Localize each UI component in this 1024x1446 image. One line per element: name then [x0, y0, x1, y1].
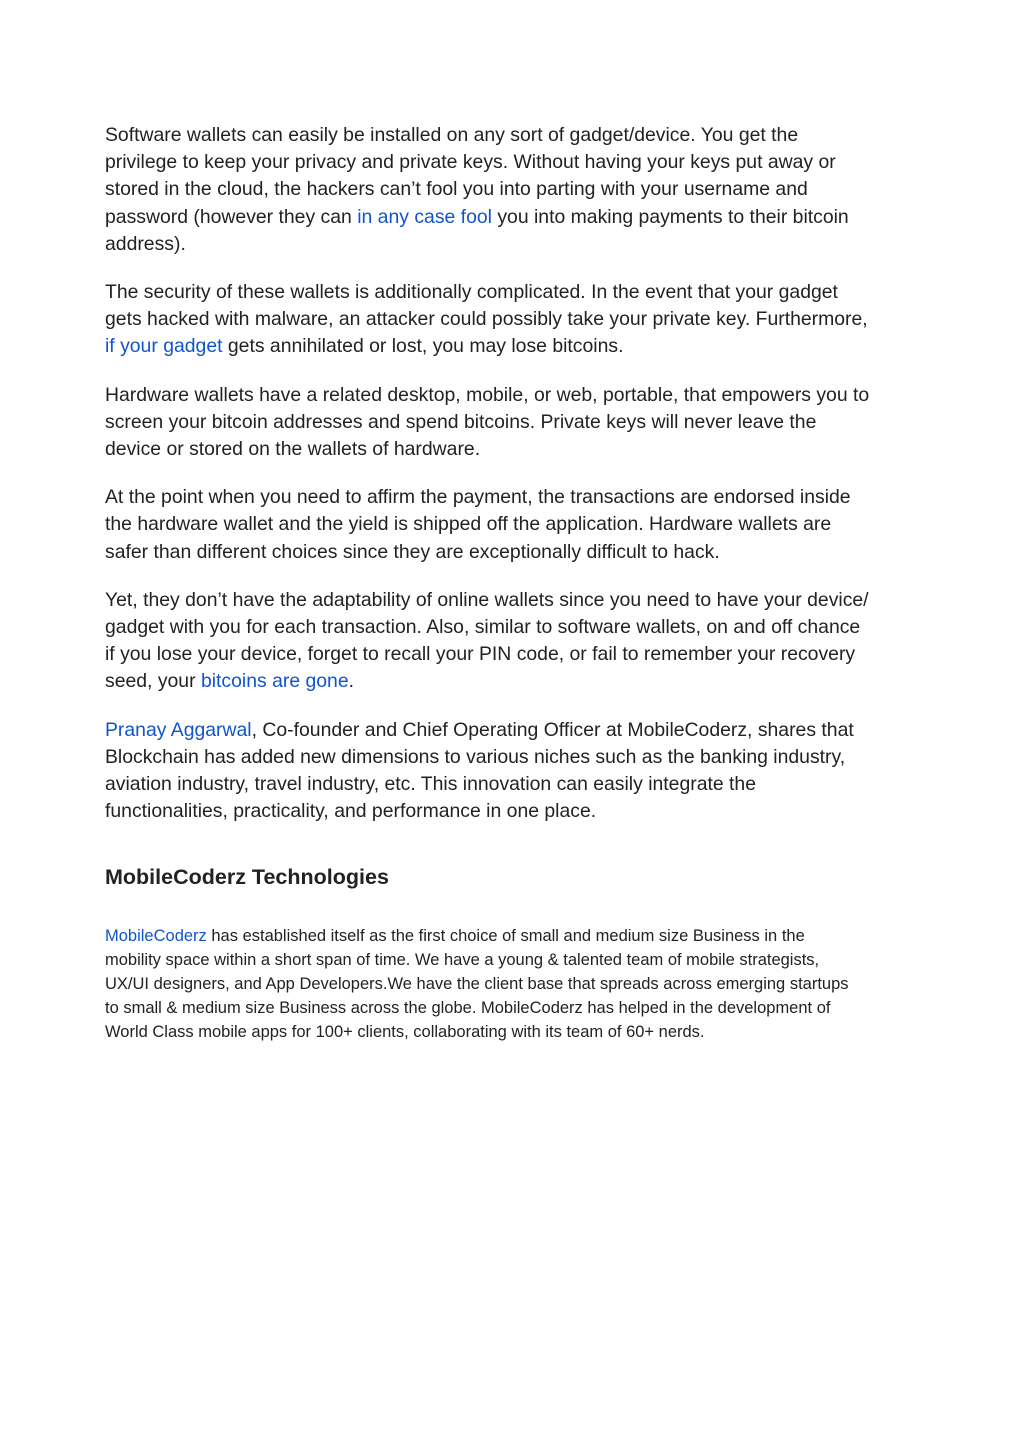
text-run: mobility space within a short span of time. We have a young & talented team of mobile strategists,: [105, 951, 820, 970]
text-line: [105, 149, 925, 176]
text-run: has established itself as the first choice of small and medium size Business in the: [206, 927, 805, 946]
text-run: At the point when you need to affirm the payment, the transactions are endorsed inside: [105, 486, 851, 509]
text-run: , Co-founder and Chief Operating Officer at MobileCoderz, shares that: [251, 718, 854, 741]
document-page: [105, 122, 925, 1044]
text-line: [105, 511, 925, 538]
inline-link[interactable]: MobileCoderz: [105, 927, 207, 946]
inline-link[interactable]: Pranay Aggarwal: [105, 718, 252, 741]
company-description: [105, 925, 925, 1044]
text-line: [105, 306, 925, 333]
article-body: [105, 122, 925, 825]
text-run: device or stored on the wallets of hardware.: [105, 438, 481, 461]
inline-link[interactable]: in any case fool: [357, 205, 492, 228]
paragraph: [105, 279, 925, 361]
inline-link[interactable]: bitcoins are gone: [200, 670, 349, 693]
text-run: if you lose your device, forget to recall your PIN code, or fail to remember your recovery: [105, 643, 856, 666]
text-line: [105, 641, 925, 668]
text-run: to small & medium size Business across the globe. MobileCoderz has helped in the development of: [105, 998, 831, 1017]
text-line: [105, 231, 925, 258]
text-run: World Class mobile apps for 100+ clients, collaborating with its team of 60+ nerds.: [105, 1022, 705, 1041]
text-line: [105, 436, 925, 463]
paragraph: [105, 484, 925, 566]
text-run: the hardware wallet and the yield is shipped off the application. Hardware wallets are: [105, 513, 832, 536]
paragraph: [105, 122, 925, 258]
inline-link[interactable]: if your gadget: [105, 335, 223, 358]
text-run: Yet, they don’t have the adaptability of online wallets since you need to have your device/: [105, 588, 869, 611]
text-run: safer than different choices since they are exceptionally difficult to hack.: [105, 540, 720, 563]
text-line: [105, 973, 925, 997]
text-line: [105, 798, 925, 825]
text-line: [105, 539, 925, 566]
text-line: [105, 587, 925, 614]
text-line: [105, 382, 925, 409]
text-run: you into making payments to their bitcoin: [491, 205, 849, 228]
text-run: gets annihilated or lost, you may lose bitcoins.: [222, 335, 624, 358]
text-line: [105, 717, 925, 744]
text-run: address).: [105, 232, 186, 255]
section-heading: MobileCoderz Technologies: [105, 865, 389, 890]
text-line: [105, 333, 925, 360]
text-line: [105, 614, 925, 641]
text-run: UX/UI designers, and App Developers.We have the client base that spreads across emerging startups: [105, 975, 849, 994]
text-run: Blockchain has added new dimensions to various niches such as the banking industry,: [105, 745, 846, 768]
paragraph: [105, 587, 925, 696]
paragraph: [105, 382, 925, 464]
text-line: [105, 204, 925, 231]
text-run: gets hacked with malware, an attacker could possibly take your private key. Furthermore,: [105, 308, 868, 331]
text-line: [105, 925, 925, 949]
text-line: [105, 484, 925, 511]
text-run: aviation industry, travel industry, etc. This innovation can easily integrate the: [105, 773, 757, 796]
text-line: [105, 176, 925, 203]
text-run: password (however they can: [105, 205, 358, 228]
text-run: Software wallets can easily be installed on any sort of gadget/device. You get the: [105, 124, 799, 146]
text-line: [105, 771, 925, 798]
text-run: gadget with you for each transaction. Also, similar to software wallets, on and off chance: [105, 616, 861, 639]
text-line: [105, 668, 925, 695]
text-line: [105, 949, 925, 973]
text-run: .: [348, 670, 355, 693]
text-line: [105, 997, 925, 1021]
text-run: stored in the cloud, the hackers can’t fool you into parting with your username and: [105, 178, 808, 201]
text-run: functionalities, practicality, and performance in one place.: [105, 800, 597, 823]
text-run: seed, your: [105, 670, 201, 693]
paragraph: [105, 717, 925, 826]
text-run: Hardware wallets have a related desktop, mobile, or web, portable, that empowers you to: [105, 383, 870, 406]
text-line: [105, 122, 925, 149]
text-line: [105, 1021, 925, 1045]
text-line: [105, 279, 925, 306]
text-run: The security of these wallets is additionally complicated. In the event that your gadget: [105, 281, 838, 304]
text-line: [105, 409, 925, 436]
text-line: [105, 744, 925, 771]
text-run: screen your bitcoin addresses and spend bitcoins. Private keys will never leave the: [105, 410, 817, 433]
text-run: privilege to keep your privacy and private keys. Without having your keys put away or: [105, 151, 836, 174]
